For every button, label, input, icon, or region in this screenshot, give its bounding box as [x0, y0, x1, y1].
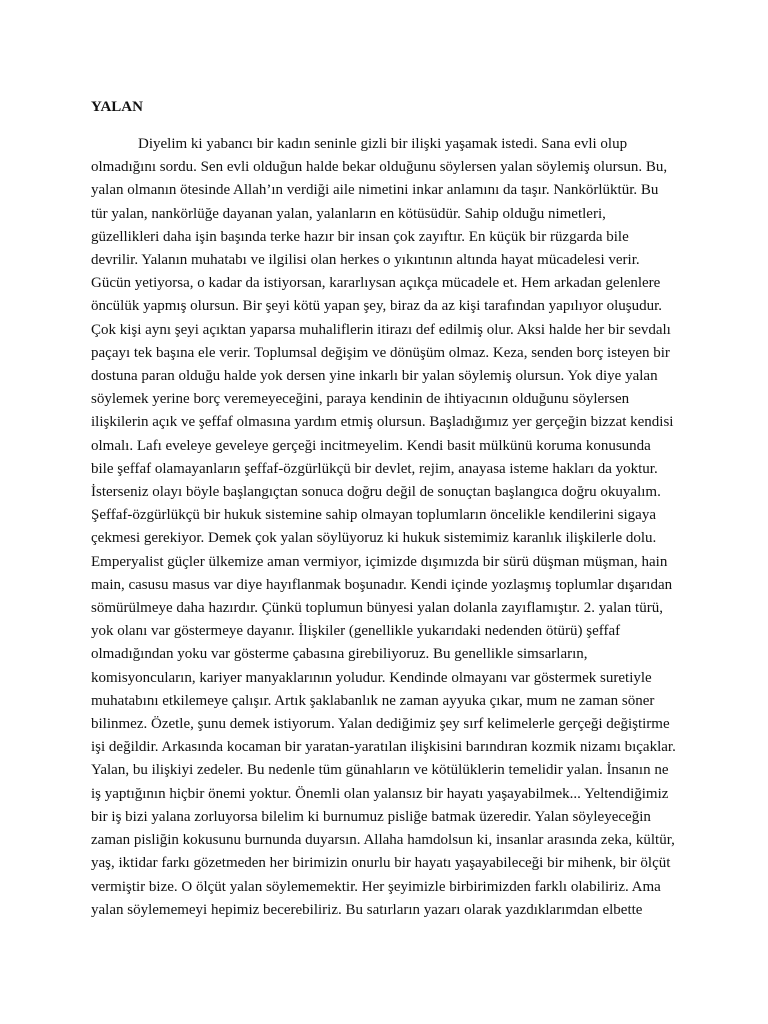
- text-line: zaman pisliğin kokusunu burnunda duyarsın. Allaha hamdolsun ki, insanlar arasında zeka, kültür,: [91, 832, 675, 849]
- text-line: komisyoncuların, kariyer manyaklarının yoludur. Kendinde olmayanı var göstermek suretiyle: [91, 669, 652, 686]
- text-line: olmadığından yoku var gösterme çabasına girebiliyoruz. Bu genellikle simsarların,: [91, 646, 588, 663]
- text-line: olmadığını sordu. Sen evli olduğun halde bekar olduğunu söylersen yalan söylemiş olursun. Bu,: [91, 159, 668, 176]
- document-title: YALAN: [91, 99, 143, 115]
- text-line: sömürülmeye daha hazırdır. Çünkü toplumun bünyesi yalan dolanla zayıflamıştır. 2. yalan türü,: [91, 600, 663, 617]
- text-line: devrilir. Yalanın muhatabı ve ilgilisi olan herkes o yıkıntının altında hayat mücadelesi verir.: [91, 252, 640, 269]
- text-line: bilinmez. Özetle, şunu demek istiyorum. Yalan dediğimiz şey sırf kelimelerle gerçeği değiştirme: [91, 716, 670, 733]
- text-line: güzellikleri daha işin başında terke hazır bir insan çok zayıftır. En küçük bir rüzgarda bile: [91, 228, 629, 245]
- text-line: vermiştir bize. O ölçüt yalan söylememektir. Her şeyimizle birbirimizden farklı olabiliriz. Ama: [91, 878, 661, 895]
- text-line: bir iş bizi yalana zorluyorsa bilelim ki burnumuz pisliğe batmak üzeredir. Yalan söyleyeceğin: [91, 808, 651, 825]
- text-line: Yalan, bu ilişkiyi zedeler. Bu nedenle tüm günahların ve kötülüklerin temelidir yalan. İnsanın ne: [91, 762, 669, 779]
- text-line: öncülük yapmış olursun. Bir şeyi kötü yapan şey, biraz da az kişi tarafından yapılıyor oluşudur.: [91, 298, 662, 315]
- text-line: ilişkilerin açık ve şeffaf olmasına yardım etmiş olursun. Başladığımız yer gerçeğin bizzat kendisi: [91, 414, 674, 431]
- text-line: Şeffaf-özgürlükçü bir hukuk sistemine sahip olmayan toplumların öncelikle kendilerini sigaya: [91, 507, 656, 524]
- text-line: paçayı tek başına ele verir. Toplumsal değişim ve dönüşüm olmaz. Keza, senden borç isteyen bir: [91, 344, 670, 361]
- document-body: [91, 133, 691, 922]
- text-line: muhatabını etkilemeye çalışır. Artık şaklabanlık ne zaman ayyuka çıkar, mum ne zaman söner: [91, 692, 655, 709]
- text-line: dostuna paran olduğu halde yok dersen yine inkarlı bir yalan söylemiş olursun. Yok diye yalan: [91, 368, 658, 385]
- text-line: çekmesi gerekiyor. Demek çok yalan söylüyoruz ki hukuk sistemimiz karanlık ilişkilerle dolu.: [91, 530, 657, 547]
- text-line: İsterseniz olayı böyle başlangıçtan sonuca doğru değil de sonuçtan başlangıca doğru okuyalım.: [91, 484, 661, 501]
- text-line: iş yaptığının hiçbir önemi yoktur. Önemli olan yalansız bir hayatı yaşayabilmek... Yeltendiğimiz: [91, 785, 669, 802]
- text-line: yaş, iktidar farkı gözetmeden her birimizin onurlu bir hayatı yaşayabileceği bir mihenk, bir ölçüt: [91, 855, 671, 872]
- text-line: yok olanı var göstermeye dayanır. İlişkiler (genellikle yukarıdaki nedenden ötürü) şeffaf: [91, 623, 621, 640]
- text-line: söylemek yerine borç veremeyeceğini, paraya kendinin de ihtiyacının olduğunu söylersen: [91, 391, 630, 408]
- text-line: yalan söylememeyi hepimiz becerebiliriz. Bu satırların yazarı olarak yazdıklarımdan elbette: [91, 901, 643, 918]
- text-line: Diyelim ki yabancı bir kadın seninle gizli bir ilişki yaşamak istedi. Sana evli olup: [138, 136, 628, 152]
- text-line: yalan olmanın ötesinde Allah’ın verdiği aile nimetini inkar anlamını da taşır. Nankörlüktür. Bu: [91, 182, 659, 199]
- text-line: bile şeffaf olamayanların şeffaf-özgürlükçü bir devlet, rejim, anayasa isteme hakları da yoktur.: [91, 460, 658, 477]
- text-line: Emperyalist güçler ülkemize aman vermiyor, içimizde dışımızda bir sürü düşman müşman, hain: [91, 553, 668, 570]
- text-line: olmalı. Lafı eveleye geveleye gerçeği incitmeyelim. Kendi basit mülkünü koruma konusunda: [91, 437, 651, 454]
- text-line: Gücün yetiyorsa, o kadar da istiyorsan, kararlıysan açıkça mücadele et. Hem arkadan gelenlere: [91, 275, 661, 292]
- text-line: main, casusu masus var diye hayıflanmak boşunadır. Kendi içinde yozlaşmış toplumlar dışarıdan: [91, 576, 673, 593]
- text-line: işi değildir. Arkasında kocaman bir yaratan-yaratılan ilişkisini barındıran kozmik nizamı bıçaklar.: [91, 739, 676, 756]
- text-line: Çok kişi aynı şeyi açıktan yaparsa muhaliflerin itirazı def edilmiş olur. Aksi halde her bir sevdalı: [91, 321, 671, 338]
- text-line: tür yalan, nankörlüğe dayanan yalan, yalanların en kötüsüdür. Sahip olduğu nimetleri,: [91, 205, 606, 222]
